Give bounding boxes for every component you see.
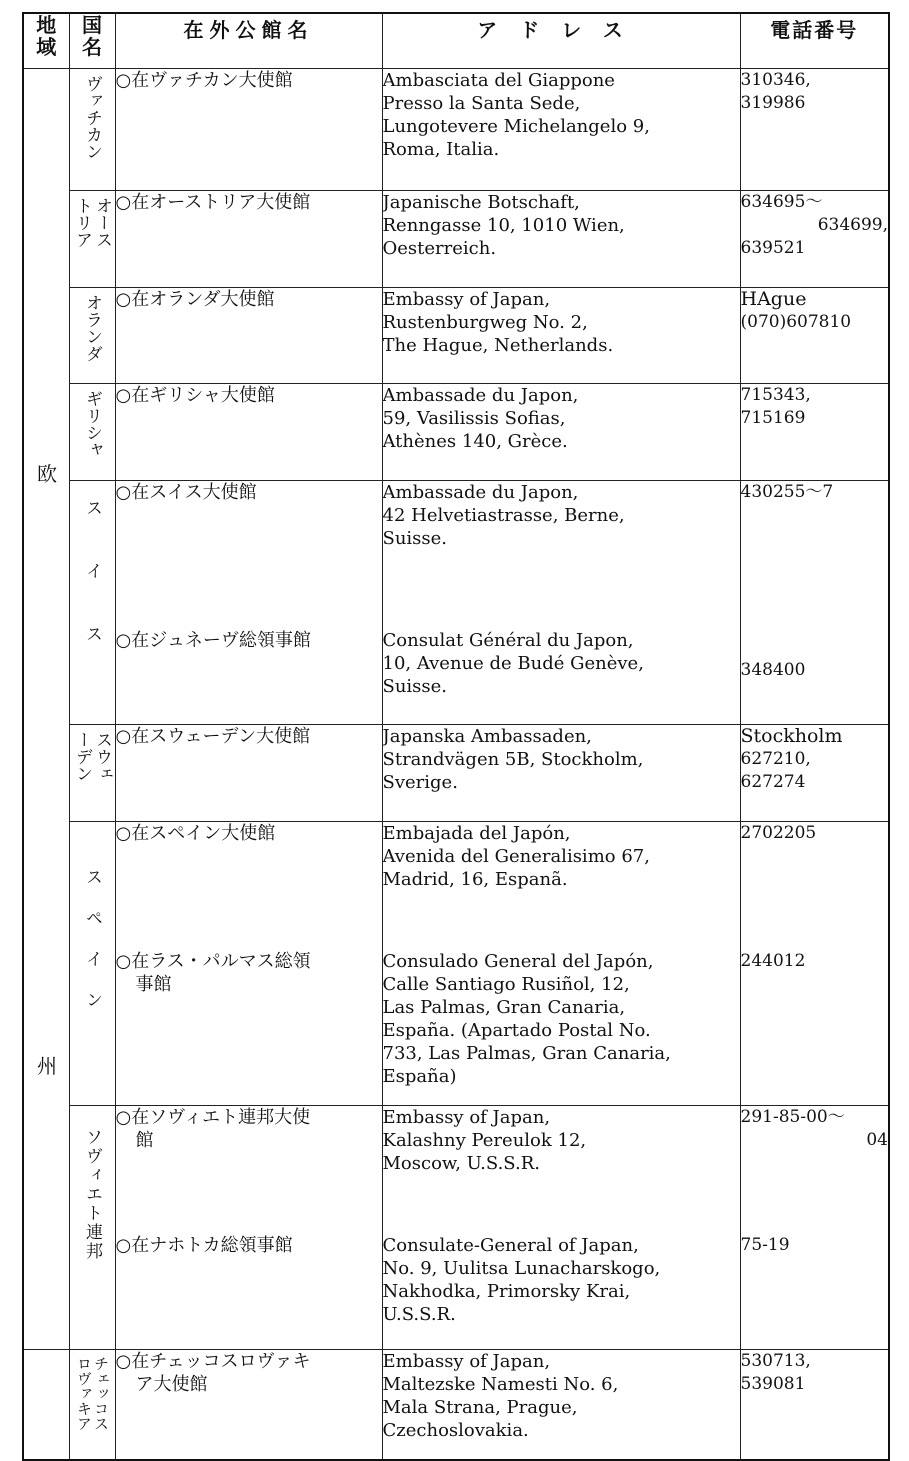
address-cell: Consulate-General of Japan, No. 9, Uulitsa Lunacharskogo, Nakhodka, Primorsky Krai, U.S.S.R.	[382, 1234, 740, 1350]
region-char: 欧	[37, 462, 57, 486]
office-cell: ○在ソヴィエト連邦大使 館	[115, 1106, 382, 1234]
header-region: 地 域	[23, 13, 69, 69]
table-row	[23, 288, 889, 384]
table-row	[23, 481, 889, 629]
address-cell: Japanische Botschaft, Renngasse 10, 1010 Wien, Oesterreich.	[382, 191, 740, 288]
office-cell: ○在オーストリア大使館	[115, 191, 382, 288]
address-cell: Ambassade du Japon, 42 Helvetiastrasse, Berne, Suisse.	[382, 481, 740, 629]
address-cell: Consulat Général du Japon, 10, Avenue de Budé Genève, Suisse.	[382, 629, 740, 725]
phone-cell: 530713, 539081	[740, 1350, 889, 1460]
office-cell: ○在ナホトカ総領事館	[115, 1234, 382, 1350]
office-cell: ○在スイス大使館	[115, 481, 382, 629]
phone-cell: 430255～7	[740, 481, 889, 629]
address-cell: Consulado General del Japón, Calle Santiago Rusiñol, 12, Las Palmas, Gran Canaria, España. (Apartado Postal No. 733, Las Palmas, Gran Canaria, España)	[382, 950, 740, 1106]
office-cell: ○在チェッコスロヴァキ ア大使館	[115, 1350, 382, 1460]
address-cell: Embajada del Japón, Avenida del Generalisimo 67, Madrid, 16, Espanã.	[382, 822, 740, 950]
address-cell: Embassy of Japan, Maltezske Namesti No. 6, Mala Strana, Prague, Czechoslovakia.	[382, 1350, 740, 1460]
table-row	[23, 1350, 889, 1460]
table-row	[23, 1106, 889, 1234]
office-cell: ○在ラス・パルマス総領 事館	[115, 950, 382, 1106]
table-row	[23, 191, 889, 288]
table-row	[23, 950, 889, 1106]
office-cell: ○在ジュネーヴ総領事館	[115, 629, 382, 725]
table-row	[23, 69, 889, 191]
office-cell: ○在オランダ大使館	[115, 288, 382, 384]
embassy-directory-table	[22, 12, 890, 1461]
table-row	[23, 384, 889, 481]
office-cell: ○在ヴァチカン大使館	[115, 69, 382, 191]
header-phone: 電話番号	[740, 13, 889, 69]
country-cell: ギリシャ	[69, 384, 115, 481]
address-cell: Embassy of Japan, Rustenburgweg No. 2, The Hague, Netherlands.	[382, 288, 740, 384]
country-cell: スイス	[69, 481, 115, 725]
region-cell-end	[23, 1350, 69, 1460]
phone-cell: 2702205	[740, 822, 889, 950]
address-cell: Ambassade du Japon, 59, Vasilissis Sofias, Athènes 140, Grèce.	[382, 384, 740, 481]
phone-cell: 244012	[740, 950, 889, 1106]
phone-cell: 75-19	[740, 1234, 889, 1350]
office-cell: ○在スウェーデン大使館	[115, 725, 382, 822]
address-cell: Japanska Ambassaden, Strandvägen 5B, Stockholm, Sverige.	[382, 725, 740, 822]
region-char: 州	[37, 1054, 57, 1078]
header-country: 国 名	[69, 13, 115, 69]
phone-cell: 310346, 319986	[740, 69, 889, 191]
phone-cell: 634695～ 634699, 639521	[740, 191, 889, 288]
country-cell: ヴァチカン	[69, 69, 115, 191]
phone-cell: HAgue (070)607810	[740, 288, 889, 384]
phone-cell: 715343, 715169	[740, 384, 889, 481]
country-cell: ロヴァキアチェッコス	[69, 1350, 115, 1460]
table-row	[23, 629, 889, 725]
office-cell: ○在スペイン大使館	[115, 822, 382, 950]
header-row	[23, 13, 889, 69]
region-cell	[23, 69, 69, 1350]
office-cell: ○在ギリシャ大使館	[115, 384, 382, 481]
table-row	[23, 822, 889, 950]
phone-cell: 348400	[740, 629, 889, 725]
country-cell: ソヴィエト連邦	[69, 1106, 115, 1350]
country-cell: ーデンスウェ	[69, 725, 115, 822]
phone-cell: Stockholm 627210, 627274	[740, 725, 889, 822]
address-cell: Ambasciata del Giappone Presso la Santa Sede, Lungotevere Michelangelo 9, Roma, Italia.	[382, 69, 740, 191]
table-row	[23, 725, 889, 822]
country-cell: スペイン	[69, 822, 115, 1106]
country-cell: オランダ	[69, 288, 115, 384]
header-office: 在外公館名	[115, 13, 382, 69]
phone-cell: 291-85-00～ 04	[740, 1106, 889, 1234]
table-row	[23, 1234, 889, 1350]
address-cell: Embassy of Japan, Kalashny Pereulok 12, Moscow, U.S.S.R.	[382, 1106, 740, 1234]
header-address: アドレス	[382, 13, 740, 69]
country-cell: トリアオース	[69, 191, 115, 288]
